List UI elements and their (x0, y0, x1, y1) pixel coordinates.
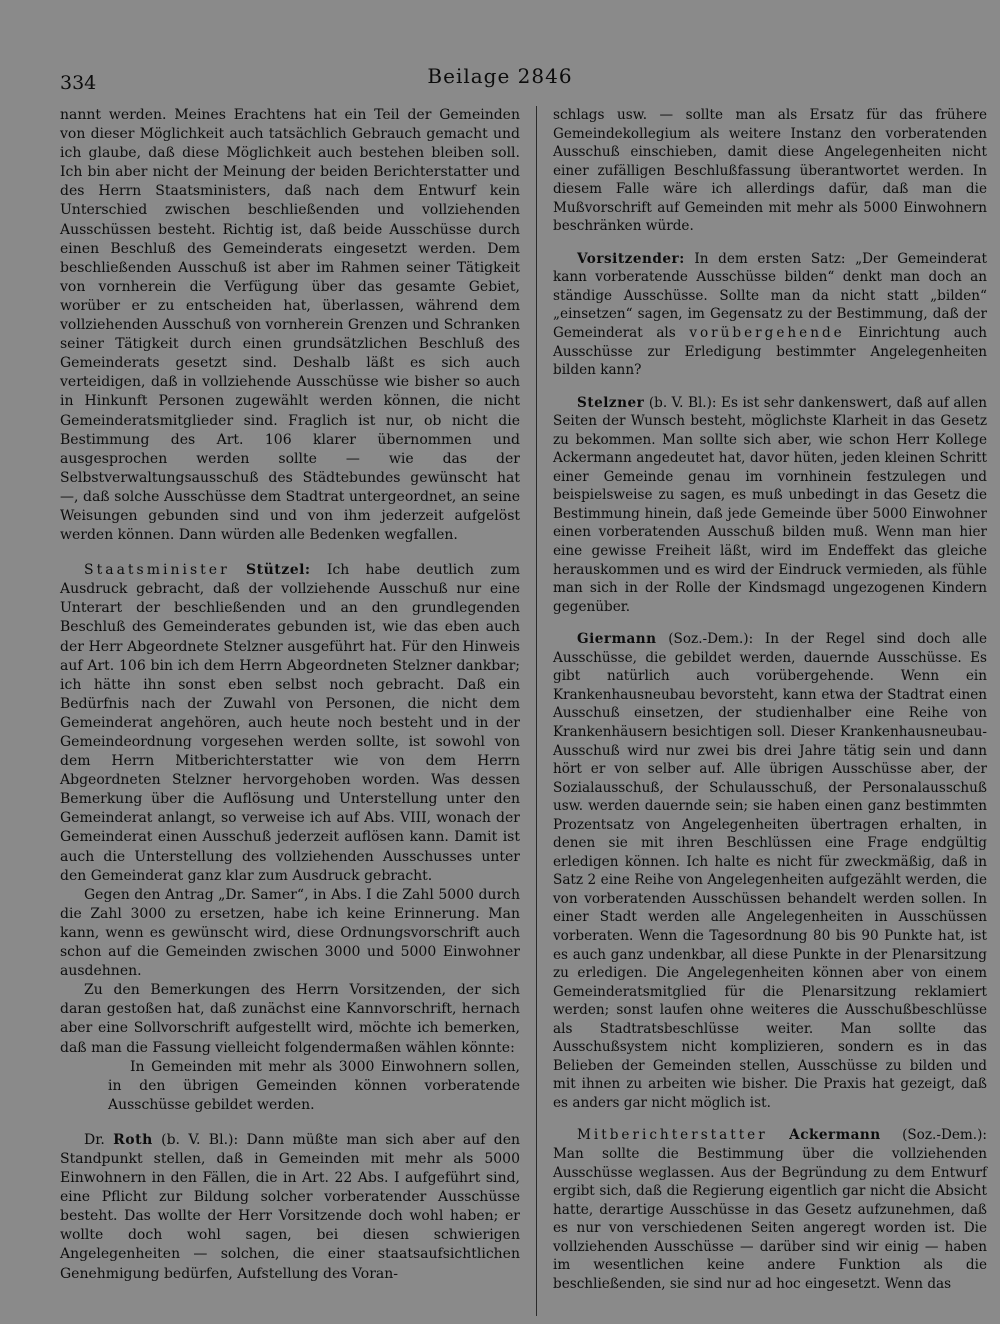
speaker-name: Roth (113, 1131, 153, 1148)
speech-text: (Soz.-Dem.): In der Regel sind doch alle Ausschüsse, die gebildet werden, dauernde Ausschüsse. Es gibt natürlich auch vorübergehende. Wenn ein Krankenhausneubau bevorsteht, kann etwa der Stadtrat einen Ausschuß einsetzen, der studienhalber eine Reihe von Krankenhäusern besichtigen soll. Dieser Krankenhausneubau-Ausschuß wird nur zwei bis drei Jahre tätig sein und dann hört er von selber auf. Alle übrigen Ausschüsse aber, der Sozialausschuß, der Schulausschuß, der Personalausschuß usw. werden dauernde sein; sie haben einen ganz bestimmten Prozentsatz von Angelegenheiten übertragen erhalten, in denen sie mit ihren Beschlüssen eine Frage endgültig erledigen können. Ich halte es nicht für zweckmäßig, daß in Satz 2 eine Reihe von Angelegenheiten aufgezählt werden, die von vorberatenden Ausschüssen behandelt werden sollen. In einer Stadt werden alle Angelegenheiten in Ausschüssen vorberaten. Wenn die Tagesordnung 80 bis 90 Punkte hat, ist es auch ganz undenkbar, all diese Punkte in der Plenarsitzung zu erledigen. Die Angelegenheiten können aber von einem Gemeinderatsmitglied für die Plenarsitzung reklamiert werden; sonst laufen ohne weiteres die Ausschußbeschlüsse als Stadtratsbeschlüsse weiter. Man sollte das Ausschußsystem nicht komplizieren, sondern es in das Belieben der Gemeinden stellen, Ausschüsse zu bilden und mit ihnen zu arbeiten wie bisher. Die Praxis hat gezeigt, daß es anders gar nicht möglich ist. (553, 631, 987, 1111)
speaker-role: Mitberichterstatter (577, 1127, 768, 1144)
speaker-title: Dr. (84, 1131, 114, 1148)
speech-stelzner (553, 394, 987, 617)
speech-text: (b. V. Bl.): Dann müßte man sich aber auf den Standpunkt stellen, daß in Gemeinden mit mehr als 5000 Einwohnern in den Fällen, die in Art. 22 Abs. I aufgeführt sind, eine Pflicht zur Bildung solcher vorberatender Ausschüsse besteht. Das wollte der Herr Vorsitzende doch wohl haben; er wollte doch wohl sagen, bei diesen schwierigen Angelegenheiten — solchen, die einer staatsaufsichtlichen Genehmigung bedürfen, Aufstellung des Voran- (60, 1131, 520, 1282)
quoted-proposal: In Gemeinden mit mehr als 3000 Einwohnern sollen, in den übrigen Gemeinden können vorberatende Ausschüsse gebildet werden. (108, 1058, 520, 1113)
paragraph: Gegen den Antrag „Dr. Samer“, in Abs. I die Zahl 5000 durch die Zahl 3000 zu ersetzen, habe ich keine Erinnerung. Man kann, wenn es gewünscht wird, diese Ordnungsvorschrift auch schon auf die Gemeinden zwischen 3000 und 5000 Einwohner ausdehnen. (60, 886, 520, 980)
speaker-name: Stelzner (577, 394, 645, 411)
speaker-name: Ackermann (789, 1127, 881, 1144)
speech-giermann (553, 630, 987, 1112)
speaker-name: Vorsitzender: (577, 250, 685, 267)
column-divider (536, 106, 537, 1316)
paragraph: Zu den Bemerkungen des Herrn Vorsitzenden, der sich daran gestoßen hat, daß zunächst eine Kannvorschrift, hernach aber eine Sollvorschrift aufgestellt wird, möchte ich bemerken, daß man die Fassung vielleicht folgendermaßen wählen könnte: (60, 982, 520, 1056)
speech-text: Einrichtung auch Ausschüsse zur Erledigung bestimmter Angelegenheiten bilden kann? (553, 325, 987, 379)
emphasized-text: vorübergehende (689, 325, 845, 342)
speech-text: Ich habe deutlich zum Ausdruck gebracht, daß der vollziehende Ausschuß nur eine Unterart der beschließenden und an den grundlegenden Beschluß des Gemeinderates gebunden ist, wie das eben auch der Herr Abgeordnete Stelzner ausgeführt hat. Für den Hinweis auf Art. 106 bin ich dem Herrn Abgeordneten Stelzner dankbar; ich hätte ihn sonst eben selbst noch gebracht. Daß ein Bedürfnis nach der Zuwahl von Personen, die nicht dem Gemeinderat angehören, auch heute noch besteht und in der Gemeindeordnung vorgesehen werden sollte, ist sowohl von dem Herrn Mitberichterstatter wie von dem Herrn Abgeordneten Stelzner hervorgehoben worden. Was dessen Bemerkung über die Auflösung und Unterstellung unter den Gemeinderat anlangt, so verweise ich auf Abs. VIII, wonach der Gemeinderat einen Ausschuß jederzeit auflösen kann. Damit ist auch die Unterstellung des vollziehenden Ausschusses unter den Gemeinderat ganz klar zum Ausdruck gebracht. (60, 562, 521, 884)
speech-ackermann (553, 1126, 987, 1293)
speech-roth (60, 1131, 520, 1284)
speech-vorsitzender (553, 250, 987, 380)
speech-text: (b. V. Bl.): Es ist sehr dankenswert, daß auf allen Seiten der Wunsch besteht, möglichste Klarheit in das Gesetz zu bekommen. Man sollte sich aber, wie schon Herr Kollege Ackermann angedeutet hat, davor hüten, jeden kleinen Schritt einer Gemeinde genau im vornhinein festzulegen und beispielsweise zu sagen, es muß unbedingt in das Gesetz die Bestimmung hinein, daß jede Gemeinde über 5000 Einwohner einen vorberatenden Ausschuß bilden muß. Wenn man hier eine gewisse Freiheit läßt, wird im Endeffekt das gleiche herauskommen und es wird der Eindruck vermieden, als fühle man sich in der Rolle der Kindsmagd ungezogenen Kindern gegenüber. (553, 394, 987, 615)
speech-stuetzel (60, 561, 520, 886)
page-number: 334 (60, 72, 97, 94)
speech-text: In dem ersten Satz: „Der Gemeinderat kann vorberatende Ausschüsse bilden“ denkt man doch an ständige Ausschüsse. Sollte man da nicht statt „bilden“ „einsetzen“ sagen, im Gegensatz zu der Bestimmung, daß der Gemeinderat als (553, 250, 987, 342)
left-column (60, 106, 520, 1284)
speaker-name: Stützel: (246, 562, 311, 579)
paragraph: nannt werden. Meines Erachtens hat ein Teil der Gemeinden von dieser Möglichkeit auch tatsächlich Gebrauch gemacht und ich glaube, daß diese Möglichkeit auch bestehen bleiben soll. Ich bin aber nicht der Meinung der beiden Berichterstatter und des Herrn Staatsministers, daß nach dem Entwurf kein Unterschied zwischen beschließenden und vollziehenden Ausschüssen besteht. Richtig ist, daß beide Ausschüsse durch einen Beschluß des Gemeinderats eingesetzt werden. Dem beschließenden Ausschuß ist aber im Rahmen seiner Tätigkeit von vornherein die Verfügung über das gesamte Gebiet, worüber er zu entscheiden hat, überlassen, während dem vollziehenden Ausschuß von vornherein Grenzen und Schranken seiner Tätigkeit durch einen grundsätzlichen Beschluß des Gemeinderats gesetzt sind. Deshalb läßt es sich auch verteidigen, daß in vollziehende Ausschüsse wie bisher so auch in Hinkunft Personen zugewählt werden können, die nicht Gemeinderatsmitglieder sind. Fraglich ist nur, ob nicht die Bestimmung des Art. 106 klarer übernommen und ausgesprochen werden sollte — wie das der Selbstverwaltungsausschuß des Städtebundes gewünscht hat —, daß solche Ausschüsse dem Stadtrat untergeordnet, an seine Weisungen gebunden sind und von ihm jederzeit aufgelöst werden können. Dann würden alle Bedenken wegfallen. (60, 107, 520, 544)
paragraph: schlags usw. — sollte man als Ersatz für das frühere Gemeindekollegium als weitere Instanz den vorberatenden Ausschuß einschieben, damit diese Angelegenheiten nicht einer zufälligen Beschlußfassung überantwortet werden. In diesem Falle wäre ich allerdings dafür, daß man die Mußvorschrift auf Gemeinden mit mehr als 5000 Einwohnern beschränken würde. (553, 107, 987, 235)
speech-text: (Soz.-Dem.): Man sollte die Bestimmung über die vollziehenden Ausschüsse weglassen. Aus der Begründung zu dem Entwurf ergibt sich, daß die Regierung eigentlich gar nicht die Absicht hatte, derartige Ausschüsse in das Gesetz aufzunehmen, daß es nur von verschiedenen Seiten angeregt worden ist. Die vollziehenden Ausschüsse — darüber sind wir einig — haben im wesentlichen keine andere Funktion als die beschließenden, sie sind nur ad hoc eingesetzt. Wenn das (553, 1127, 987, 1292)
right-column (553, 106, 987, 1293)
speaker-name: Giermann (577, 631, 657, 648)
page-title: Beilage 2846 (427, 64, 573, 88)
speaker-role: Staatsminister (84, 562, 230, 579)
